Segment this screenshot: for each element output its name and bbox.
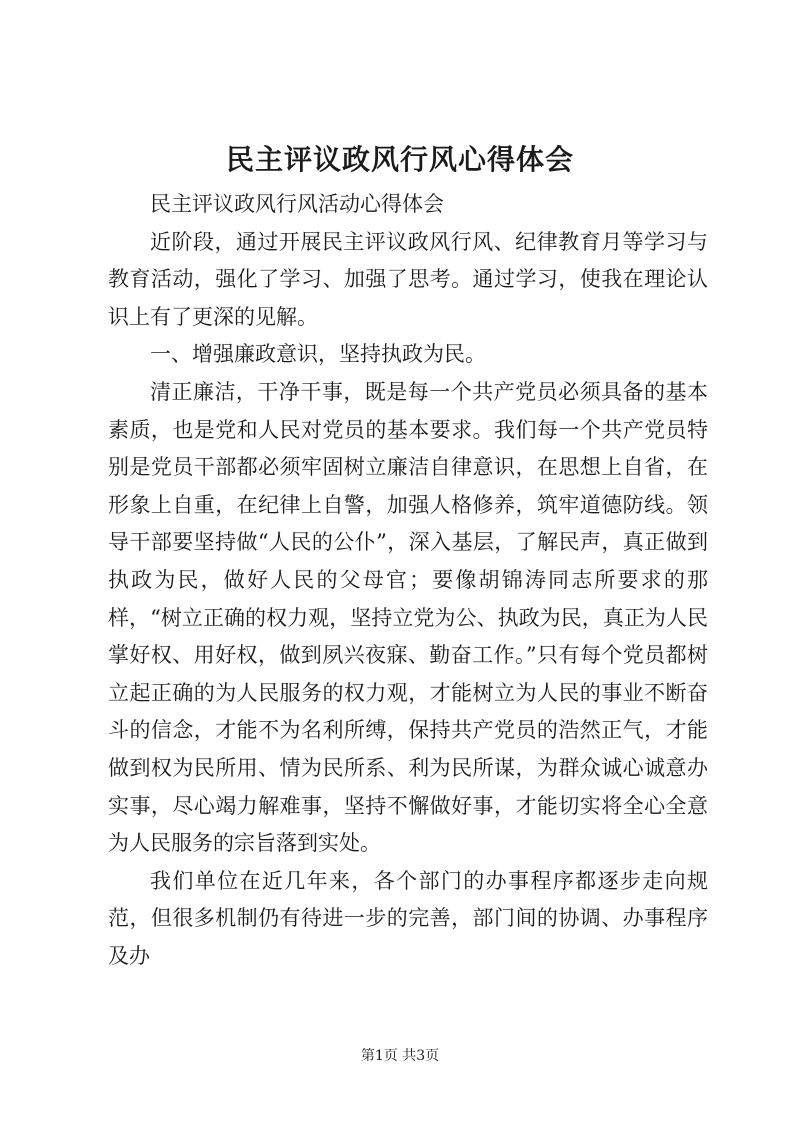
body-paragraph: 清正廉洁，干净干事，既是每一个共产党员必须具备的基本素质，也是党和人民对党员的基本要求。我们每一个共产党员特别是党员干部都必须牢固树立廉洁自律意识，在思想上自省，在形象上自重，在纪律上自警，加强人格修养，筑牢道德防线。领导干部要坚持做“人民的公仆”，深入基层，了解民声，真正做到执政为民，做好人民的父母官；要像胡锦涛同志所要求的那样，“树立正确的权力观，坚持立党为公、执政为民，真正为人民掌好权、用好权，做到夙兴夜寐、勤奋工作。”只有每个党员都树立起正确的为人民服务的权力观，才能树立为人民的事业不断奋斗的信念，才能不为名利所缚，保持共产党员的浩然正气，才能做到权为民所用、情为民所系、利为民所谋，为群众诚心诚意办实事，尽心竭力解难事，坚持不懈做好事，才能切实将全心全意为人民服务的宗旨落到实处。 (108, 379, 708, 856)
intro-paragraph: 近阶段，通过开展民主评议政风行风、纪律教育月等学习与教育活动，强化了学习、加强了思考。通过学习，使我在理论认识上有了更深的见解。 (108, 229, 708, 329)
document-body (108, 186, 708, 975)
page-footer: 第1页 共3页 (360, 1048, 440, 1064)
document-title: 民主评议政风行风心得体会 (225, 143, 574, 176)
subtitle-paragraph: 民主评议政风行风活动心得体会 (150, 192, 444, 216)
section-heading: 一、增强廉政意识，坚持执政为民。 (150, 342, 486, 367)
body-paragraph: 我们单位在近几年来，各个部门的办事程序都逐步走向规范，但很多机制仍有待进一步的完善，部门间的协调、办事程序及办 (108, 868, 708, 968)
